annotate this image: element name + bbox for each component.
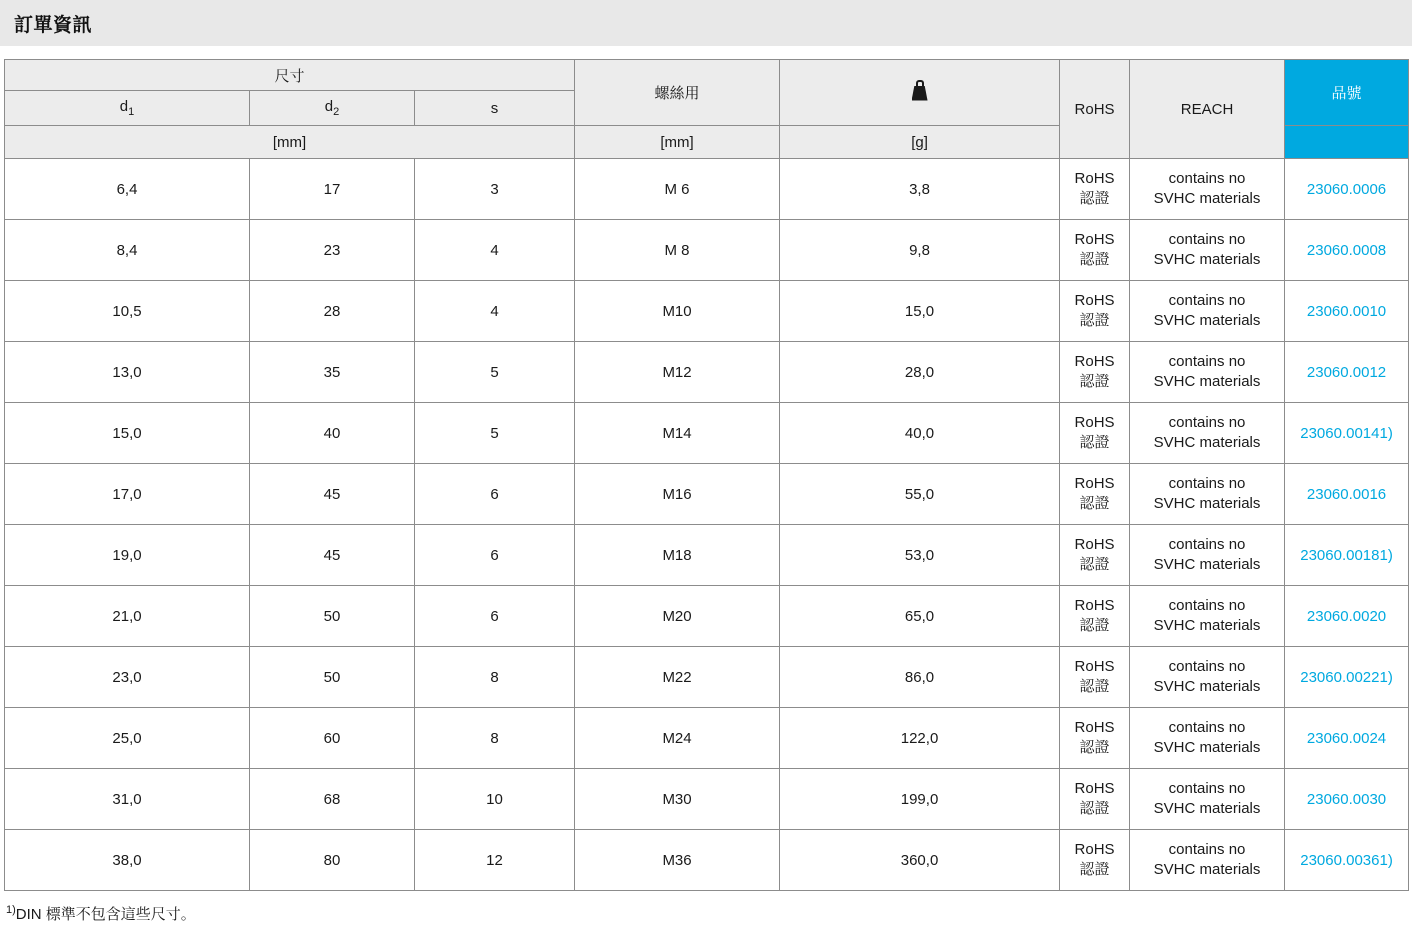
cell-weight: 53,0 (780, 525, 1060, 586)
cell-rohs: RoHS 認證 (1060, 281, 1130, 342)
table-row (5, 708, 1409, 769)
cell-part-number[interactable] (1285, 769, 1409, 830)
header-unit-dimensions: [mm] (5, 126, 575, 159)
cell-d2: 60 (250, 708, 415, 769)
part-number-link[interactable]: 23060.0030 (1306, 790, 1387, 808)
cell-d1: 13,0 (5, 342, 250, 403)
cell-part-number[interactable] (1285, 281, 1409, 342)
table-body (5, 159, 1409, 891)
cell-d1: 8,4 (5, 220, 250, 281)
cell-screw: M10 (575, 281, 780, 342)
cell-s: 6 (415, 464, 575, 525)
cell-part-number[interactable] (1285, 220, 1409, 281)
cell-screw: M36 (575, 830, 780, 891)
cell-reach: contains no SVHC materials (1130, 769, 1285, 830)
part-number-footnote-marker: 1) (1379, 851, 1393, 869)
part-number-link[interactable]: 23060.0012 (1306, 363, 1387, 381)
cell-d2: 45 (250, 525, 415, 586)
cell-part-number[interactable] (1285, 708, 1409, 769)
cell-reach: contains no SVHC materials (1130, 220, 1285, 281)
part-number-footnote-marker: 1) (1379, 668, 1393, 686)
cell-screw: M12 (575, 342, 780, 403)
part-number-link[interactable]: 23060.0010 (1306, 302, 1387, 320)
cell-d1: 31,0 (5, 769, 250, 830)
cell-reach: contains no SVHC materials (1130, 464, 1285, 525)
cell-s: 4 (415, 220, 575, 281)
cell-rohs: RoHS 認證 (1060, 769, 1130, 830)
header-reach: REACH (1130, 60, 1285, 159)
cell-s: 12 (415, 830, 575, 891)
cell-screw: M30 (575, 769, 780, 830)
table-row (5, 403, 1409, 464)
footnote-marker: 1) (6, 904, 16, 916)
cell-weight: 122,0 (780, 708, 1060, 769)
part-number-link[interactable]: 23060.0008 (1306, 241, 1387, 259)
cell-d2: 23 (250, 220, 415, 281)
cell-weight: 40,0 (780, 403, 1060, 464)
cell-reach: contains no SVHC materials (1130, 281, 1285, 342)
part-number-link[interactable]: 23060.0024 (1306, 729, 1387, 747)
header-dimensions: 尺寸 (5, 60, 575, 91)
cell-d2: 35 (250, 342, 415, 403)
cell-part-number[interactable] (1285, 525, 1409, 586)
header-part-number: 品號 (1285, 60, 1409, 126)
header-weight (780, 60, 1060, 126)
cell-d1: 38,0 (5, 830, 250, 891)
cell-screw: M24 (575, 708, 780, 769)
table-row (5, 830, 1409, 891)
table-row (5, 769, 1409, 830)
cell-screw: M 8 (575, 220, 780, 281)
header-part-number-spacer (1285, 126, 1409, 159)
cell-screw: M14 (575, 403, 780, 464)
cell-d2: 50 (250, 586, 415, 647)
cell-rohs: RoHS 認證 (1060, 464, 1130, 525)
cell-reach: contains no SVHC materials (1130, 403, 1285, 464)
cell-reach: contains no SVHC materials (1130, 342, 1285, 403)
table-row (5, 159, 1409, 220)
header-d1: $d_1$ (5, 91, 250, 126)
cell-weight: 28,0 (780, 342, 1060, 403)
cell-part-number[interactable] (1285, 647, 1409, 708)
table-header (5, 60, 1409, 159)
cell-rohs: RoHS 認證 (1060, 830, 1130, 891)
header-for-screw: 螺絲用 (575, 60, 780, 126)
cell-part-number[interactable] (1285, 403, 1409, 464)
order-information-table (4, 59, 1409, 891)
cell-d1: 19,0 (5, 525, 250, 586)
cell-reach: contains no SVHC materials (1130, 708, 1285, 769)
cell-rohs: RoHS 認證 (1060, 403, 1130, 464)
cell-reach: contains no SVHC materials (1130, 525, 1285, 586)
cell-s: 10 (415, 769, 575, 830)
part-number-footnote-marker: 1) (1379, 546, 1393, 564)
cell-reach: contains no SVHC materials (1130, 830, 1285, 891)
cell-d1: 21,0 (5, 586, 250, 647)
header-d1-subscript: 1 (128, 106, 135, 118)
cell-s: 5 (415, 403, 575, 464)
cell-rohs: RoHS 認證 (1060, 647, 1130, 708)
cell-weight: 9,8 (780, 220, 1060, 281)
table-row (5, 342, 1409, 403)
part-number-link[interactable]: 23060.0020 (1306, 607, 1387, 625)
cell-screw: M22 (575, 647, 780, 708)
header-unit-screw: [mm] (575, 126, 780, 159)
cell-rohs: RoHS 認證 (1060, 525, 1130, 586)
part-number-link[interactable]: 23060.0014 (1300, 424, 1380, 442)
table-row (5, 525, 1409, 586)
cell-d2: 68 (250, 769, 415, 830)
cell-d1: 23,0 (5, 647, 250, 708)
cell-screw: M16 (575, 464, 780, 525)
cell-d2: 40 (250, 403, 415, 464)
cell-s: 8 (415, 708, 575, 769)
part-number-link[interactable]: 23060.0016 (1306, 485, 1387, 503)
cell-weight: 55,0 (780, 464, 1060, 525)
cell-d2: 45 (250, 464, 415, 525)
cell-d1: 10,5 (5, 281, 250, 342)
cell-s: 6 (415, 525, 575, 586)
cell-d2: 28 (250, 281, 415, 342)
footnote (6, 903, 1412, 924)
header-d2-subscript: 2 (333, 106, 340, 118)
cell-reach: contains no SVHC materials (1130, 647, 1285, 708)
part-number-footnote-marker: 1) (1379, 424, 1393, 442)
table-row (5, 647, 1409, 708)
footnote-text: DIN 標準不包含這些尺寸。 (15, 906, 196, 923)
cell-d1: 25,0 (5, 708, 250, 769)
cell-d2: 17 (250, 159, 415, 220)
cell-screw: M 6 (575, 159, 780, 220)
table-row (5, 281, 1409, 342)
cell-weight: 3,8 (780, 159, 1060, 220)
cell-part-number[interactable] (1285, 586, 1409, 647)
cell-reach: contains no SVHC materials (1130, 159, 1285, 220)
table-row (5, 220, 1409, 281)
cell-part-number[interactable] (1285, 342, 1409, 403)
cell-screw: M20 (575, 586, 780, 647)
header-s: s (415, 91, 575, 126)
cell-rohs: RoHS 認證 (1060, 342, 1130, 403)
part-number-link[interactable]: 23060.0018 (1300, 546, 1380, 564)
header-d2: $d_2$ (250, 91, 415, 126)
cell-weight: 15,0 (780, 281, 1060, 342)
cell-d2: 80 (250, 830, 415, 891)
cell-weight: 360,0 (780, 830, 1060, 891)
cell-rohs: RoHS 認證 (1060, 159, 1130, 220)
cell-s: 6 (415, 586, 575, 647)
cell-weight: 65,0 (780, 586, 1060, 647)
cell-s: 3 (415, 159, 575, 220)
cell-d2: 50 (250, 647, 415, 708)
cell-rohs: RoHS 認證 (1060, 220, 1130, 281)
cell-s: 5 (415, 342, 575, 403)
part-number-link[interactable]: 23060.0022 (1300, 668, 1380, 686)
page-title: 訂單資訊 (14, 14, 93, 36)
cell-rohs: RoHS 認證 (1060, 708, 1130, 769)
table-row (5, 586, 1409, 647)
table-row (5, 464, 1409, 525)
cell-d1: 17,0 (5, 464, 250, 525)
cell-rohs: RoHS 認證 (1060, 586, 1130, 647)
table-header-row-group (5, 60, 1409, 91)
part-number-link[interactable]: 23060.0036 (1300, 851, 1380, 869)
cell-part-number[interactable] (1285, 830, 1409, 891)
cell-weight: 199,0 (780, 769, 1060, 830)
header-rohs: RoHS (1060, 60, 1130, 159)
cell-part-number[interactable] (1285, 464, 1409, 525)
header-unit-weight: [g] (780, 126, 1060, 159)
cell-screw: M18 (575, 525, 780, 586)
weight-icon (912, 80, 928, 102)
section-header (0, 0, 1412, 46)
cell-reach: contains no SVHC materials (1130, 586, 1285, 647)
part-number-link[interactable]: 23060.0006 (1306, 180, 1387, 198)
cell-part-number[interactable] (1285, 159, 1409, 220)
cell-weight: 86,0 (780, 647, 1060, 708)
cell-s: 4 (415, 281, 575, 342)
cell-s: 8 (415, 647, 575, 708)
cell-d1: 15,0 (5, 403, 250, 464)
cell-d1: 6,4 (5, 159, 250, 220)
